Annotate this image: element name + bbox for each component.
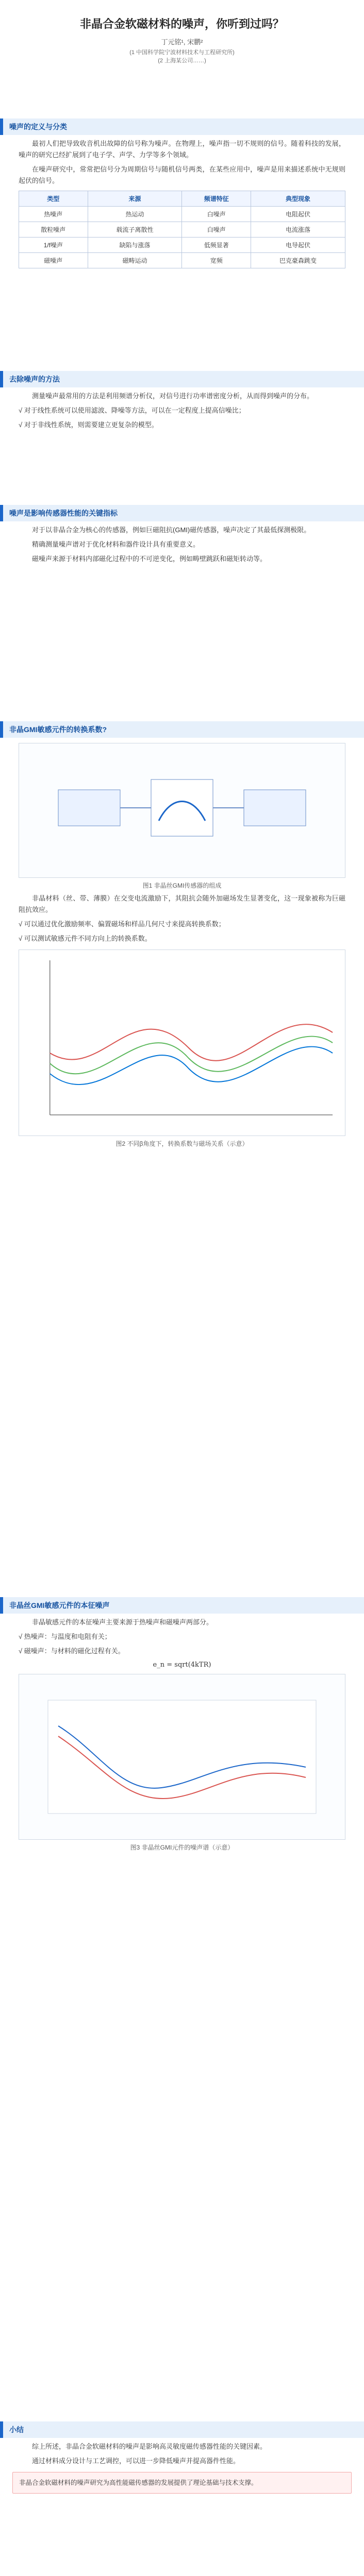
article-title: 非晶合金软磁材料的噪声，你听到过吗？ — [79, 18, 284, 30]
section-title: 去除噪声的方法 — [0, 371, 364, 387]
table-cell: 热运动 — [88, 207, 182, 222]
table-cell: 热噪声 — [19, 207, 88, 222]
table-row — [19, 207, 345, 222]
section-paragraph: 非晶材料（丝、带、薄膜）在交变电流激励下，其阻抗会随外加磁场发生显著变化，这一现象被称为巨磁阻抗效应。 — [19, 894, 345, 913]
table-cell: 1/f噪声 — [19, 238, 88, 253]
section-intrinsic-noise — [0, 1597, 364, 1852]
section-paragraph: 非晶敏感元件的本征噪声主要来源于热噪声和磁噪声两部分。 — [32, 1618, 213, 1626]
noise-spectrum-figure — [19, 1674, 345, 1840]
table-cell: 电导起伏 — [251, 238, 345, 253]
section-bullet: √ 对于非线性系统，则需要建立更复杂的模型。 — [19, 421, 158, 429]
section-title: 非晶GMI敏感元件的转换系数? — [0, 721, 364, 738]
section-paragraph: 综上所述，非晶合金软磁材料的噪声是影响高灵敏度磁传感器性能的关键因素。 — [32, 2443, 267, 2450]
table-cell: 载流子离散性 — [88, 222, 182, 238]
section-noise-definition — [0, 118, 364, 268]
table-row — [19, 238, 345, 253]
table-cell: 磁畴运动 — [88, 253, 182, 268]
table-cell: 巴克豪森跳变 — [251, 253, 345, 268]
section-bullet: √ 磁噪声：与材料的磁化过程有关。 — [19, 1647, 125, 1655]
affiliation-line: (1 中国科学院宁波材料技术与工程研究所) — [129, 49, 235, 56]
table-cell: 白噪声 — [182, 222, 251, 238]
figure-caption: 图3 非晶丝GMI元件的噪声谱（示意） — [130, 1844, 234, 1851]
affiliation-line: (2 上海某公司……) — [158, 58, 206, 64]
summary-highlight: 非晶合金软磁材料的噪声研究为高性能磁传感器的发展提供了理论基础与技术支撑。 — [12, 2472, 352, 2494]
conversion-plot-svg — [19, 950, 345, 1136]
section-paragraph: 最初人们把导致收音机出故障的信号称为噪声。在物理上，噪声指一切不规则的信号。随着科技的发展，噪声的研究已经扩展到了电子学、声学、力学等多个领域。 — [19, 140, 345, 159]
noise-formula: e_n = sqrt(4kTR) — [153, 1661, 211, 1669]
section-paragraph: 磁噪声来源于材料内部磁化过程中的不可逆变化，例如畴壁跳跃和磁矩转动等。 — [32, 555, 267, 563]
table-row — [19, 222, 345, 238]
table-header-cell: 频谱特征 — [182, 191, 251, 207]
section-title: 噪声是影响传感器性能的关键指标 — [0, 505, 364, 521]
section-summary — [0, 2421, 364, 2494]
section-paragraph: 在噪声研究中，常常把信号分为周期信号与随机信号两类，在某些应用中，噪声是用来描述系统中无规则起伏的信号。 — [19, 165, 345, 184]
diagram-block — [58, 790, 120, 826]
section-title: 噪声的定义与分类 — [0, 118, 364, 135]
section-bullet: √ 可以测试敏感元件不同方向上的转换系数。 — [19, 935, 152, 942]
section-gmi-conversion — [0, 721, 364, 1148]
section-title: 非晶丝GMI敏感元件的本征噪声 — [0, 1597, 364, 1614]
table-header-cell: 类型 — [19, 191, 88, 207]
table-cell: 散粒噪声 — [19, 222, 88, 238]
conversion-coefficient-plot — [19, 950, 345, 1136]
section-paragraph: 通过材料成分设计与工艺调控，可以进一步降低噪声并提高器件性能。 — [32, 2457, 240, 2465]
section-bullet: √ 对于线性系统可以使用滤波、降噪等方法，可以在一定程度上提高信噪比； — [19, 406, 245, 414]
table-cell: 磁噪声 — [19, 253, 88, 268]
noise-spectrum-svg — [38, 1690, 326, 1824]
article-header — [0, 0, 364, 113]
gmi-sensor-diagram — [38, 759, 326, 862]
figure-caption: 图2 不同β角度下，转换系数与磁场关系（示意） — [115, 1140, 249, 1147]
section-title: 小结 — [0, 2421, 364, 2438]
article-authors: 丁元铭¹, 宋鹏² — [161, 38, 203, 46]
article-affiliations — [21, 48, 343, 65]
section-sensor-performance — [0, 505, 364, 565]
section-paragraph: 对于以非晶合金为核心的传感器，例如巨磁阻抗(GMI)磁传感器，噪声决定了其最低探测极限。 — [32, 526, 311, 534]
table-cell: 宽频 — [182, 253, 251, 268]
figure-caption: 图1 非晶丝GMI传感器的组成 — [142, 882, 222, 889]
table-cell: 电流涨落 — [251, 222, 345, 238]
table-header-cell: 来源 — [88, 191, 182, 207]
noise-types-table — [19, 191, 345, 268]
table-cell: 缺陷与涨落 — [88, 238, 182, 253]
section-noise-removal — [0, 371, 364, 431]
table-cell: 低频显著 — [182, 238, 251, 253]
gmi-sensor-figure — [19, 743, 345, 878]
diagram-block — [151, 779, 213, 836]
section-paragraph: 精确测量噪声谱对于优化材料和器件设计具有重要意义。 — [32, 540, 200, 548]
section-paragraph: 测量噪声最常用的方法是利用频谱分析仪，对信号进行功率谱密度分析，从而得到噪声的分布。 — [32, 392, 314, 400]
table-row — [19, 253, 345, 268]
diagram-block — [244, 790, 306, 826]
plot-background — [19, 950, 345, 1136]
table-cell: 白噪声 — [182, 207, 251, 222]
section-bullet: √ 热噪声：与温度和电阻有关； — [19, 1633, 111, 1640]
table-header-row — [19, 191, 345, 207]
section-bullet: √ 可以通过优化激励频率、偏置磁场和样品几何尺寸来提高转换系数； — [19, 920, 225, 928]
table-cell: 电阻起伏 — [251, 207, 345, 222]
table-header-cell: 典型现象 — [251, 191, 345, 207]
